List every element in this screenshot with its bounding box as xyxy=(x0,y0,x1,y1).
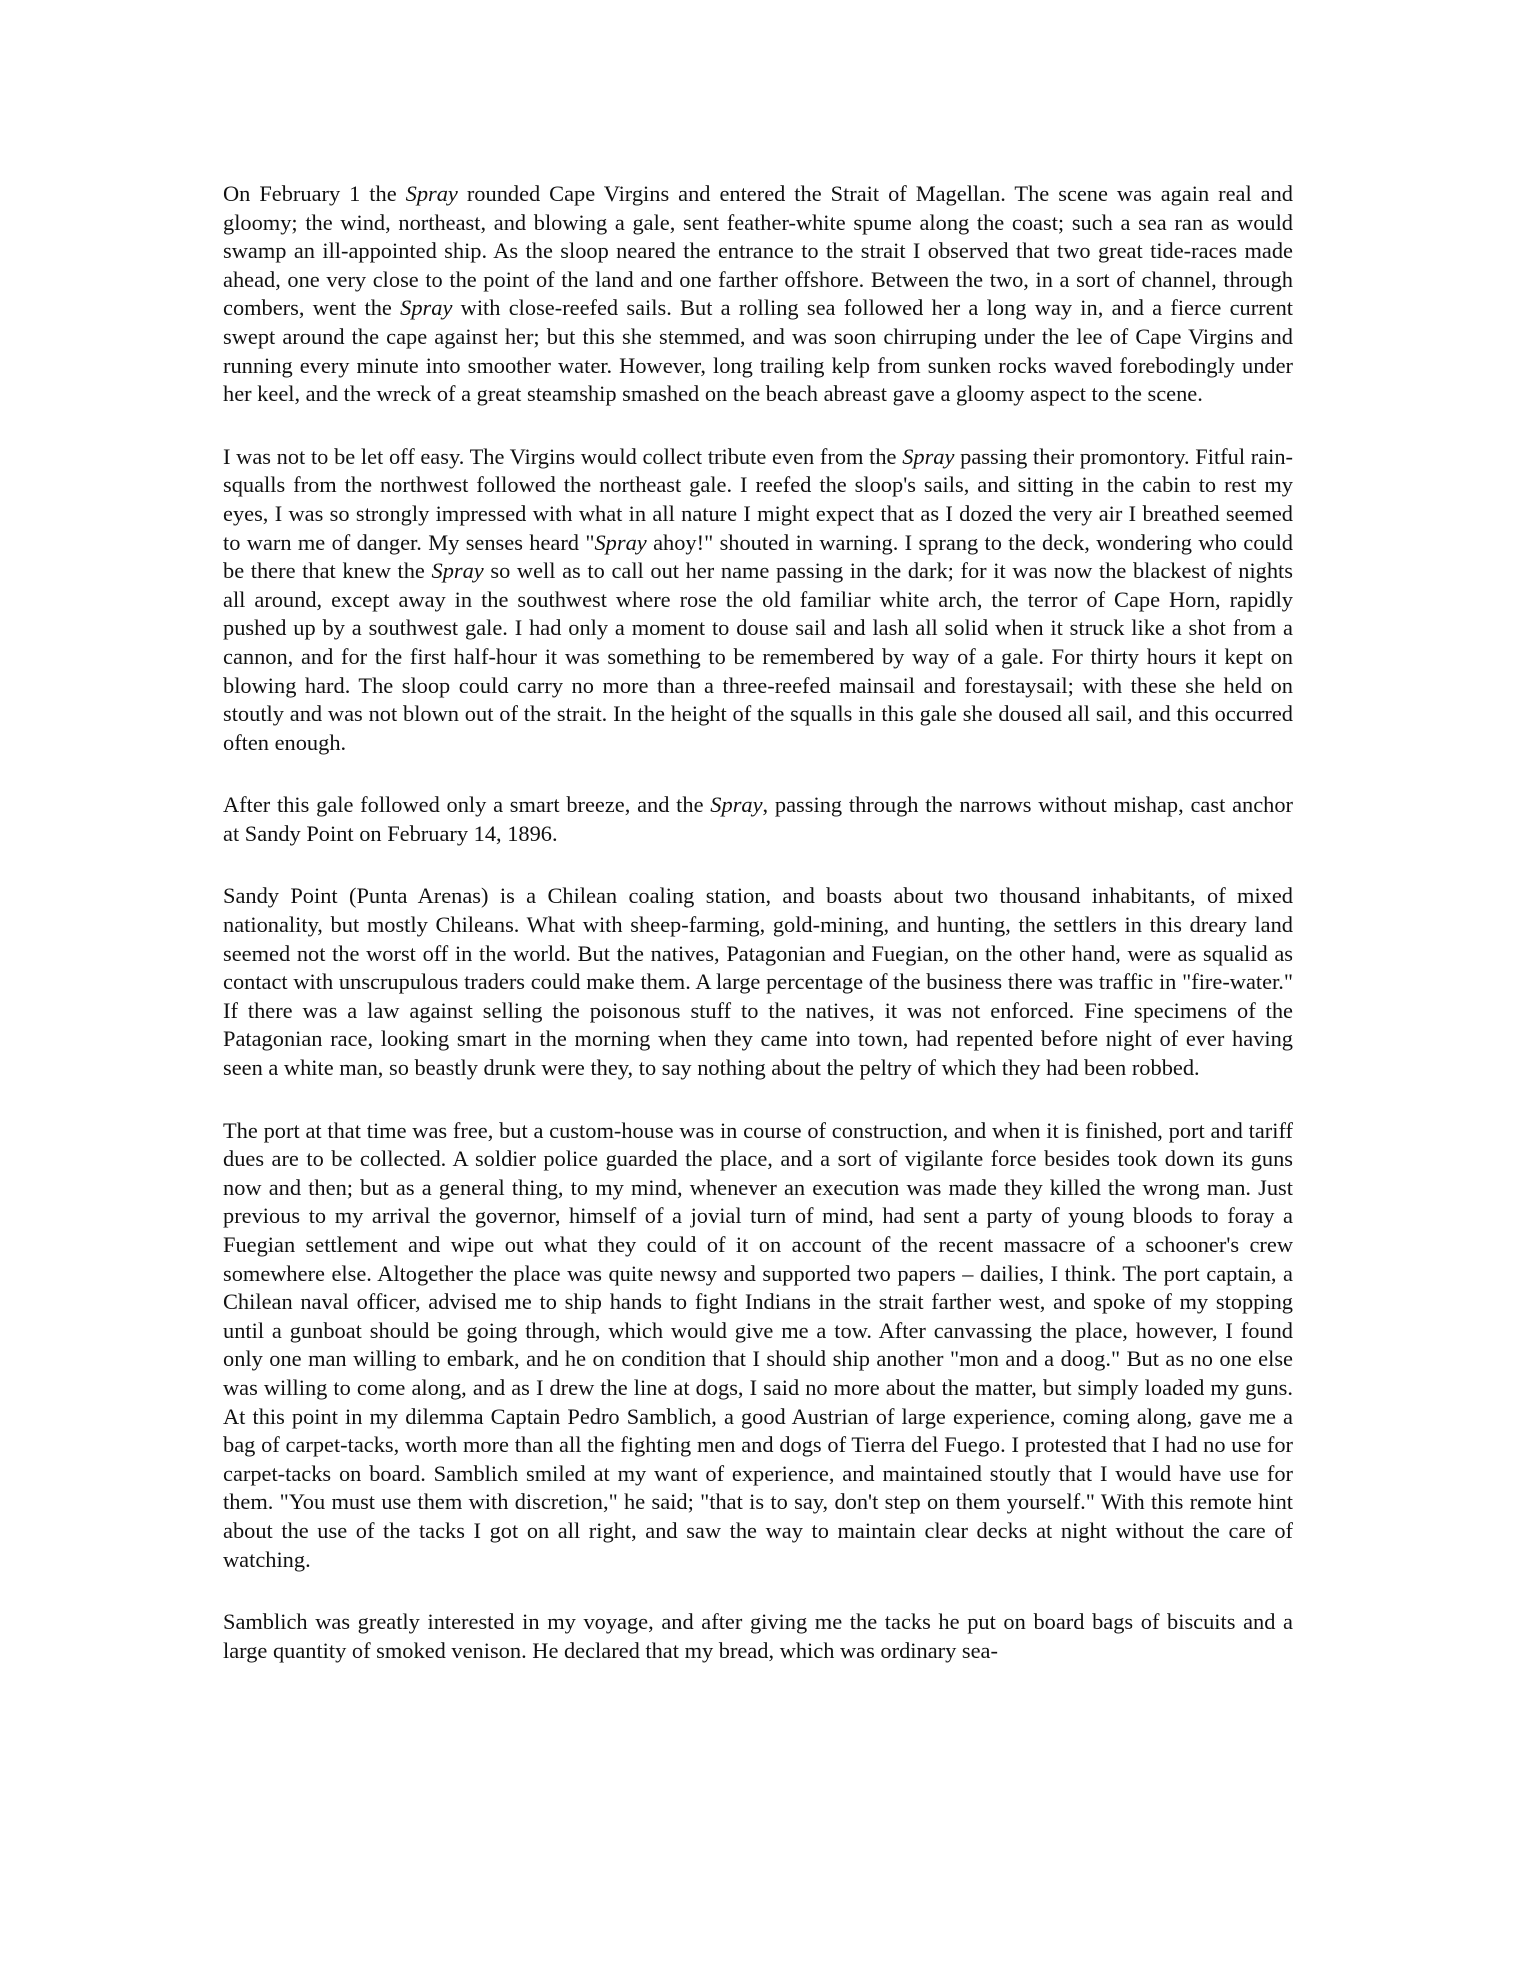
italic-ship-name: Spray xyxy=(400,295,453,321)
paragraph-1: On February 1 the Spray rounded Cape Virgins and entered the Strait of Magellan. The scene was again real and gloomy; the wind, northeast, and blowing a gale, sent feather-white spume along the coast; such a sea ran as would swamp an ill-appointed ship. As the sloop neared the entrance to the strait I observed that two great tide-races made ahead, one very close to the point of the land and one farther offshore. Between the two, in a sort of channel, through combers, went the Spray with close-reefed sails. But a rolling sea followed her a long way in, and a fierce current swept around the cape against her; but this she stemmed, and was soon chirruping under the lee of Cape Virgins and running every minute into smoother water. However, long trailing kelp from sunken rocks waved forebodingly under her keel, and the wreck of a great steamship smashed on the beach abreast gave a gloomy aspect to the scene. xyxy=(223,181,1293,407)
paragraph-6: Samblich was greatly interested in my voyage, and after giving me the tacks he put on board bags of biscuits and a large quantity of smoked venison. He declared that my bread, which was ordinary sea- xyxy=(223,1609,1293,1663)
italic-ship-name: Spray xyxy=(405,181,458,206)
italic-ship-name: Spray xyxy=(710,792,763,818)
paragraph-4: Sandy Point (Punta Arenas) is a Chilean coaling station, and boasts about two thousand inhabitants, of mixed nationality, but mostly Chileans. What with sheep-farming, gold-mining, and hunting, the settlers in this dreary land seemed not the worst off in the world. But the natives, Patagonian and Fuegian, on the other hand, were as squalid as contact with unscrupulous traders could make them. A large percentage of the business there was traffic in "fire-water." If there was a law against selling the poisonous stuff to the natives, it was not enforced. Fine specimens of the Patagonian race, looking smart in the morning when they came into town, had repented before night of ever having seen a white man, so beastly drunk were they, to say nothing about the peltry of which they had been robbed. xyxy=(223,883,1293,1081)
paragraph-5: The port at that time was free, but a custom-house was in course of construction, and when it is finished, port and tariff dues are to be collected. A soldier police guarded the place, and a sort of vigilante force besides took down its guns now and then; but as a general thing, to my mind, whenever an execution was made they killed the wrong man. Just previous to my arrival the governor, himself of a jovial turn of mind, had sent a party of young bloods to foray a Fuegian settlement and wipe out what they could of it on account of the recent massacre of a schooner's crew somewhere else. Altogether the place was quite newsy and supported two papers – dailies, I think. The port captain, a Chilean naval officer, advised me to ship hands to fight Indians in the strait farther west, and spoke of my stopping until a gunboat should be going through, which would give me a tow. After canvassing the place, however, I found only one man willing to embark, and he on condition that I should ship another "mon and a doog." But as no one else was willing to come along, and as I drew the line at dogs, I said no more about the matter, but simply loaded my guns. At this point in my dilemma Captain Pedro Samblich, a good Austrian of large experience, coming along, gave me a bag of carpet-tacks, worth more than all the fighting men and dogs of Tierra del Fuego. I protested that I had no use for carpet-tacks on board. Samblich smiled at my want of experience, and maintained stoutly that I would have use for them. "You must use them with discretion," he said; "that is to say, don't step on them yourself." With this remote hint about the use of the tacks I got on all right, and saw the way to maintain clear decks at night without the care of watching. xyxy=(223,1117,1293,1572)
italic-ship-name: Spray xyxy=(594,529,647,555)
paragraph-2: I was not to be let off easy. The Virgins would collect tribute even from the Spray passing their promontory. Fitful rain-squalls from the northwest followed the northeast gale. I reefed the sloop's sails, and sitting in the cabin to rest my eyes, I was so strongly impressed with what in all nature I might expect that as I dozed the very air I breathed seemed to warn me of danger. My senses heard "Spray ahoy!" shouted in warning. I sprang to the deck, wondering who could be there that knew the Spray so well as to call out her name passing in the dark; for it was now the blackest of nights all around, except away in the southwest where rose the old familiar white arch, the terror of Cape Horn, rapidly pushed up by a southwest gale. I had only a moment to douse sail and lash all solid when it struck like a shot from a cannon, and for the first half-hour it was something to be remembered by way of a gale. For thirty hours it kept on blowing hard. The sloop could carry no more than a three-reefed mainsail and forestaysail; with these she held on stoutly and was not blown out of the strait. In the height of the squalls in this gale she doused all sail, and this occurred often enough. xyxy=(223,443,1294,755)
italic-ship-name: Spray xyxy=(902,443,955,469)
paragraph-3: After this gale followed only a smart breeze, and the Spray, passing through the narrows without mishap, cast anchor at Sandy Point on February 14, 1896. xyxy=(223,792,1293,846)
document-page xyxy=(223,180,1293,1665)
italic-ship-name: Spray xyxy=(431,558,484,584)
